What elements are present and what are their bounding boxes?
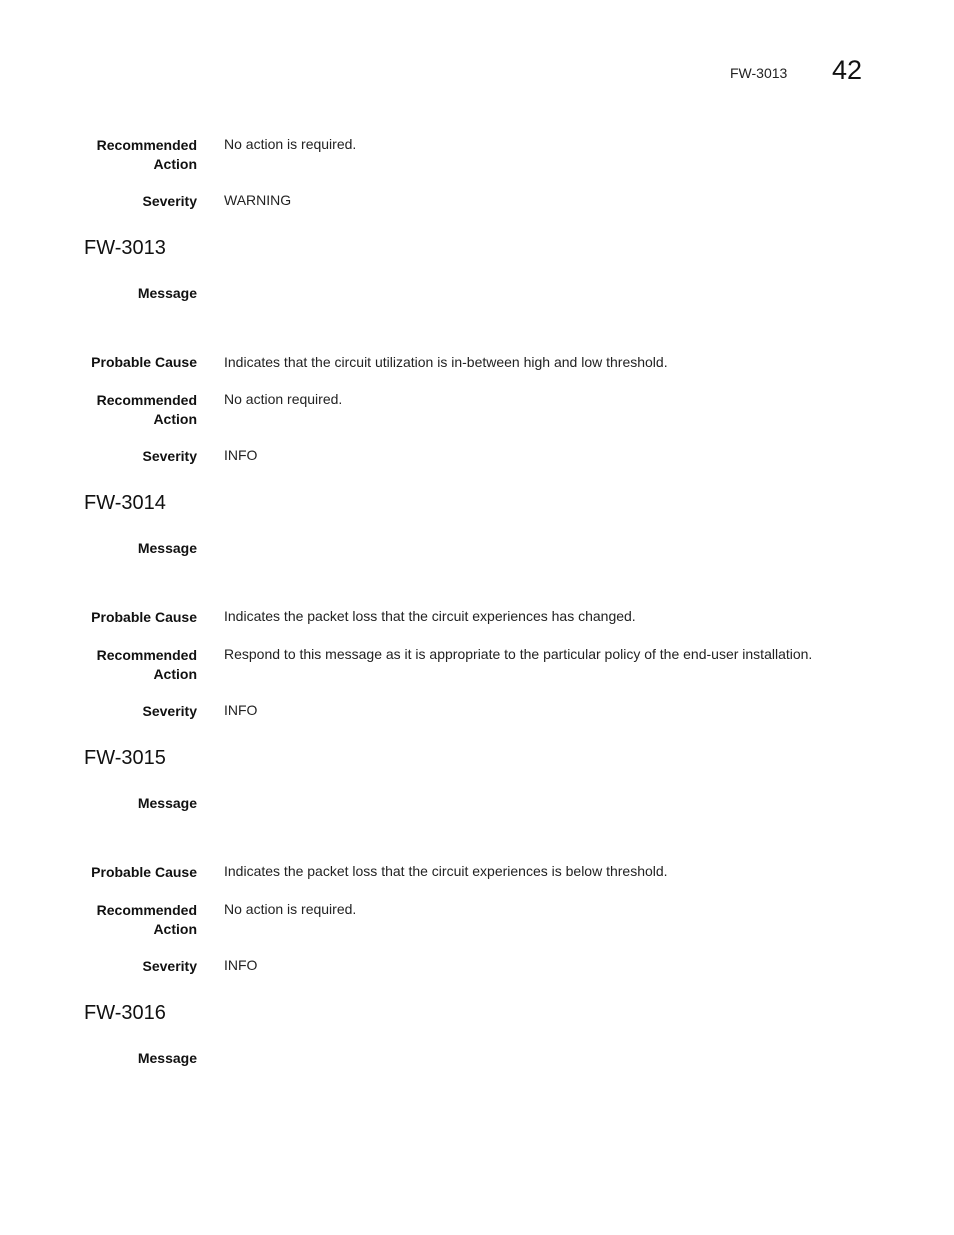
probable-cause-value: Indicates the packet loss that the circuit experiences has changed. xyxy=(224,608,636,624)
section-heading-fw-3014: FW-3014 xyxy=(84,492,166,514)
chapter-number: 42 xyxy=(832,55,863,85)
severity-label: Severity xyxy=(142,958,197,974)
section-heading-fw-3016: FW-3016 xyxy=(84,1002,166,1024)
recommended-action-label: Recommended Action xyxy=(96,902,197,937)
recommended-action-value: No action is required. xyxy=(224,136,357,152)
probable-cause-value: Indicates the packet loss that the circuit experiences is below threshold. xyxy=(224,863,668,879)
recommended-action-value: No action is required. xyxy=(224,901,357,917)
section-heading-fw-3015: FW-3015 xyxy=(84,747,166,769)
severity-value: INFO xyxy=(224,702,258,718)
recommended-action-label: Recommended Action xyxy=(96,137,197,172)
message-label: Message xyxy=(137,540,197,556)
message-label: Message xyxy=(137,795,197,811)
message-label: Message xyxy=(137,1050,197,1066)
recommended-action-value: No action required. xyxy=(224,391,343,407)
recommended-action-label: Recommended Action xyxy=(96,392,197,427)
probable-cause-label: Probable Cause xyxy=(91,864,197,880)
section-heading-fw-3013: FW-3013 xyxy=(84,237,166,259)
recommended-action-value: Respond to this message as it is appropriate to the particular policy of the end-user installation. xyxy=(224,646,813,662)
severity-label: Severity xyxy=(142,703,197,719)
severity-label: Severity xyxy=(142,193,197,209)
severity-value: INFO xyxy=(224,957,258,973)
probable-cause-label: Probable Cause xyxy=(91,609,197,625)
severity-value: INFO xyxy=(224,447,258,463)
severity-value: WARNING xyxy=(224,192,292,208)
severity-label: Severity xyxy=(142,448,197,464)
probable-cause-label: Probable Cause xyxy=(91,354,197,370)
recommended-action-label: Recommended Action xyxy=(96,647,197,682)
message-label: Message xyxy=(137,285,197,301)
running-header-section: FW-3013 xyxy=(730,65,788,81)
probable-cause-value: Indicates that the circuit utilization is in-between high and low threshold. xyxy=(224,354,668,370)
